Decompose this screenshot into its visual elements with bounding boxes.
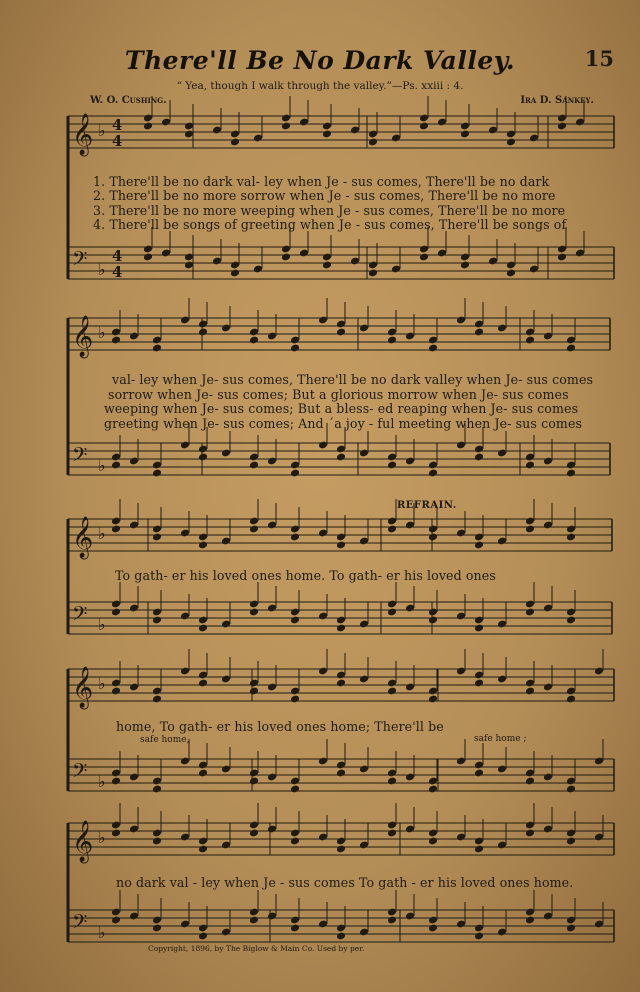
- notehead: [566, 785, 576, 794]
- flat-icon: ♭: [98, 674, 106, 693]
- notehead: [111, 829, 121, 838]
- notehead: [249, 336, 259, 345]
- notehead: [566, 533, 576, 542]
- lyric-verse-3-line-b: weeping when Je- sus comes; But a bless- ed reaping when Je- sus comes: [104, 401, 579, 416]
- notehead: [249, 461, 259, 470]
- flat-icon: ♭: [98, 524, 106, 543]
- page-number: 15: [584, 46, 614, 71]
- lyric-verse-1-line-a: 1. There'll be no dark val- ley when Je - sus comes, There'll be no dark: [93, 174, 550, 189]
- notehead: [336, 328, 346, 337]
- notehead: [336, 845, 346, 854]
- notehead: [198, 453, 208, 462]
- notehead: [474, 679, 484, 688]
- notehead: [152, 616, 162, 625]
- notehead: [198, 769, 208, 778]
- notehead: [111, 777, 121, 786]
- lyric-refrain-line-3: no dark val - ley when Je - sus comes To gath - er his loved ones home.: [116, 875, 574, 890]
- notehead: [428, 616, 438, 625]
- notehead: [281, 122, 291, 131]
- notehead: [474, 845, 484, 854]
- notehead: [336, 932, 346, 941]
- notehead: [290, 469, 300, 478]
- notehead: [428, 533, 438, 542]
- notehead: [387, 687, 397, 696]
- flat-icon: ♭: [98, 615, 106, 634]
- lyric-verse-4-line-b: greeting when Je- sus comes; And ´a joy - ful meeting when Je- sus comes: [104, 416, 583, 431]
- lyric-verse-2-line-a: 2. There'll be no more sorrow when Je - sus comes, There'll be no more: [93, 188, 556, 203]
- notehead: [152, 785, 162, 794]
- bass-clef-icon: 𝄢: [72, 602, 88, 630]
- notehead: [566, 695, 576, 704]
- notehead: [474, 624, 484, 633]
- notehead: [525, 916, 535, 925]
- notehead: [506, 269, 516, 278]
- notehead: [198, 679, 208, 688]
- notehead: [152, 837, 162, 846]
- notehead: [525, 461, 535, 470]
- notehead: [474, 769, 484, 778]
- notehead: [525, 829, 535, 838]
- notehead: [111, 336, 121, 345]
- notehead: [419, 253, 429, 262]
- notehead: [281, 253, 291, 262]
- time-signature: 4: [112, 132, 123, 150]
- treble-clef-icon: 𝄞: [72, 316, 94, 357]
- notehead: [387, 461, 397, 470]
- notehead: [198, 845, 208, 854]
- notehead: [249, 829, 259, 838]
- notehead: [198, 932, 208, 941]
- notehead: [557, 122, 567, 131]
- flat-icon: ♭: [98, 121, 106, 140]
- bass-clef-icon: 𝄢: [72, 910, 88, 938]
- notehead: [336, 769, 346, 778]
- notehead: [322, 130, 332, 139]
- author-credit: W. O. Cushing.: [90, 95, 167, 106]
- flat-icon: ♭: [98, 260, 106, 279]
- notehead: [249, 777, 259, 786]
- lyric-verse-4-line-a: 4. There'll be songs of greeting when Je - sus comes, There'll be songs of: [93, 217, 567, 232]
- notehead: [336, 624, 346, 633]
- notehead: [143, 253, 153, 262]
- notehead: [566, 924, 576, 933]
- notehead: [336, 453, 346, 462]
- notehead: [387, 829, 397, 838]
- notehead: [290, 616, 300, 625]
- notehead: [428, 695, 438, 704]
- notehead: [143, 122, 153, 131]
- notehead: [566, 469, 576, 478]
- notehead: [111, 461, 121, 470]
- time-signature: 4: [112, 116, 123, 134]
- notehead: [249, 687, 259, 696]
- lyric-small-safe-home-right: safe home ;: [474, 734, 527, 744]
- lyric-verse-3-line-a: 3. There'll be no more weeping when Je - sus comes, There'll be no more: [93, 203, 566, 218]
- notehead: [368, 269, 378, 278]
- treble-clef-icon: 𝄞: [72, 114, 94, 155]
- copyright-notice: Copyright, 1896, by The Biglow & Main Co. Used by per.: [148, 944, 365, 953]
- notehead: [525, 336, 535, 345]
- notehead: [387, 336, 397, 345]
- notehead: [111, 687, 121, 696]
- notehead: [525, 777, 535, 786]
- notehead: [428, 344, 438, 353]
- notehead: [566, 344, 576, 353]
- notehead: [198, 541, 208, 550]
- notehead: [152, 469, 162, 478]
- notehead: [230, 269, 240, 278]
- notehead: [249, 525, 259, 534]
- bass-clef-icon: 𝄢: [72, 759, 88, 787]
- notehead: [428, 837, 438, 846]
- time-signature: 4: [112, 247, 123, 265]
- notehead: [336, 679, 346, 688]
- notehead: [387, 525, 397, 534]
- notehead: [290, 837, 300, 846]
- notehead: [249, 608, 259, 617]
- notehead: [336, 541, 346, 550]
- notehead: [322, 261, 332, 270]
- notehead: [428, 785, 438, 794]
- notehead: [474, 932, 484, 941]
- notehead: [290, 695, 300, 704]
- flat-icon: ♭: [98, 772, 106, 791]
- notehead: [387, 777, 397, 786]
- composer-credit: Ira D. Sankey.: [520, 95, 594, 106]
- notehead: [111, 525, 121, 534]
- notehead: [111, 608, 121, 617]
- flat-icon: ♭: [98, 456, 106, 475]
- notehead: [152, 924, 162, 933]
- notehead: [111, 916, 121, 925]
- notehead: [474, 541, 484, 550]
- epigraph: “ Yea, though I walk through the valley.”—Ps. xxiii : 4.: [176, 80, 464, 92]
- notehead: [152, 695, 162, 704]
- notehead: [525, 687, 535, 696]
- notehead: [428, 924, 438, 933]
- notehead: [566, 616, 576, 625]
- notehead: [566, 837, 576, 846]
- treble-clef-icon: 𝄞: [72, 667, 94, 708]
- notehead: [428, 469, 438, 478]
- notehead: [474, 453, 484, 462]
- bass-clef-icon: 𝄢: [72, 247, 88, 275]
- notehead: [460, 261, 470, 270]
- lyric-verse-2-line-b: sorrow when Je- sus comes; But a glorious morrow when Je- sus comes: [108, 387, 569, 402]
- time-signature: 4: [112, 263, 123, 281]
- notehead: [387, 608, 397, 617]
- notehead: [290, 344, 300, 353]
- notehead: [525, 608, 535, 617]
- hymn-title: There'll Be No Dark Valley.: [124, 46, 516, 75]
- treble-clef-icon: 𝄞: [72, 517, 94, 558]
- notehead: [368, 138, 378, 147]
- lyric-small-safe-home-left: safe home,: [140, 735, 190, 745]
- notehead: [506, 138, 516, 147]
- notehead: [290, 785, 300, 794]
- flat-icon: ♭: [98, 323, 106, 342]
- notehead: [152, 533, 162, 542]
- notehead: [152, 344, 162, 353]
- refrain-label: REFRAIN.: [397, 500, 457, 511]
- notehead: [525, 525, 535, 534]
- notehead: [474, 328, 484, 337]
- lyric-refrain-line-1: To gath- er his loved ones home. To gath- er his loved ones: [115, 568, 496, 583]
- bass-clef-icon: 𝄢: [72, 443, 88, 471]
- notehead: [290, 924, 300, 933]
- notehead: [230, 138, 240, 147]
- notehead: [198, 624, 208, 633]
- flat-icon: ♭: [98, 923, 106, 942]
- notehead: [249, 916, 259, 925]
- notehead: [290, 533, 300, 542]
- lyric-verse-1-line-b: val- ley when Je- sus comes, There'll be no dark valley when Je- sus comes: [112, 372, 594, 387]
- notehead: [387, 916, 397, 925]
- notehead: [419, 122, 429, 131]
- notehead: [460, 130, 470, 139]
- flat-icon: ♭: [98, 828, 106, 847]
- lyric-refrain-line-2: home, To gath- er his loved ones home; There'll be: [116, 719, 444, 734]
- notehead: [198, 328, 208, 337]
- notehead: [557, 253, 567, 262]
- treble-clef-icon: 𝄞: [72, 821, 94, 862]
